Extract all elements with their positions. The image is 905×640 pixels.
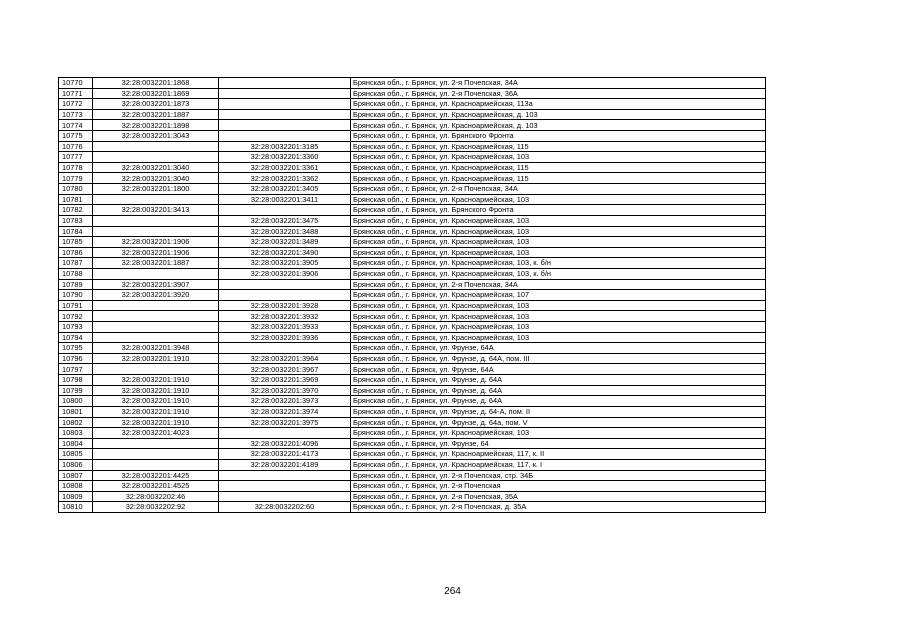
address-cell: Брянская обл., г. Брянск, ул. Фрунзе, д. 64-А, пом. II <box>351 406 766 417</box>
row-number-cell: 10790 <box>59 290 93 301</box>
address-cell: Брянская обл., г. Брянск, ул. Фрунзе, д. 64А <box>351 385 766 396</box>
address-cell: Брянская обл., г. Брянск, ул. Красноармейская, 103 <box>351 237 766 248</box>
related-cadastral-number-cell <box>219 481 351 492</box>
row-number-cell: 10778 <box>59 162 93 173</box>
row-number-cell: 10795 <box>59 343 93 354</box>
address-cell: Брянская обл., г. Брянск, ул. Красноармейская, д. 103 <box>351 120 766 131</box>
related-cadastral-number-cell: 32:28:0032201:3360 <box>219 152 351 163</box>
row-number-cell: 10775 <box>59 131 93 142</box>
cadastral-number-cell: 32:28:0032201:1868 <box>93 78 219 89</box>
cadastral-number-cell: 32:28:0032201:1800 <box>93 184 219 195</box>
cadastral-number-cell: 32:28:0032201:1873 <box>93 99 219 110</box>
address-cell: Брянская обл., г. Брянск, ул. Красноармейская, 103 <box>351 152 766 163</box>
cadastral-number-cell <box>93 332 219 343</box>
table-row <box>59 470 766 481</box>
row-number-cell: 10784 <box>59 226 93 237</box>
cadastral-number-cell: 32:28:0032201:3040 <box>93 173 219 184</box>
row-number-cell: 10781 <box>59 194 93 205</box>
related-cadastral-number-cell: 32:28:0032201:3362 <box>219 173 351 184</box>
row-number-cell: 10798 <box>59 375 93 386</box>
row-number-cell: 10782 <box>59 205 93 216</box>
table-row <box>59 322 766 333</box>
row-number-cell: 10793 <box>59 322 93 333</box>
cadastral-number-cell <box>93 322 219 333</box>
related-cadastral-number-cell: 32:28:0032201:3974 <box>219 406 351 417</box>
address-cell: Брянская обл., г. Брянск, ул. Красноармейская, 103 <box>351 226 766 237</box>
cadastral-number-cell: 32:28:0032202:46 <box>93 491 219 502</box>
table-row <box>59 131 766 142</box>
related-cadastral-number-cell: 32:28:0032201:3488 <box>219 226 351 237</box>
table-row <box>59 258 766 269</box>
table-row <box>59 406 766 417</box>
cadastral-number-cell: 32:28:0032201:1898 <box>93 120 219 131</box>
row-number-cell: 10799 <box>59 385 93 396</box>
related-cadastral-number-cell <box>219 343 351 354</box>
related-cadastral-number-cell: 32:28:0032201:3361 <box>219 162 351 173</box>
cadastral-number-cell: 32:28:0032201:1910 <box>93 385 219 396</box>
address-cell: Брянская обл., г. Брянск, ул. Красноармейская, 103 <box>351 194 766 205</box>
row-number-cell: 10776 <box>59 141 93 152</box>
table-row <box>59 438 766 449</box>
table-row <box>59 290 766 301</box>
table-row <box>59 205 766 216</box>
cadastral-number-cell: 32:28:0032201:1910 <box>93 375 219 386</box>
cadastral-number-cell <box>93 311 219 322</box>
related-cadastral-number-cell: 32:28:0032201:3933 <box>219 322 351 333</box>
address-cell: Брянская обл., г. Брянск, ул. Красноармейская, 103 <box>351 332 766 343</box>
address-cell: Брянская обл., г. Брянск, ул. Красноармейская, 103 <box>351 311 766 322</box>
cadastral-number-cell: 32:28:0032201:1906 <box>93 247 219 258</box>
row-number-cell: 10785 <box>59 237 93 248</box>
cadastral-number-cell: 32:28:0032201:3413 <box>93 205 219 216</box>
related-cadastral-number-cell: 32:28:0032201:3490 <box>219 247 351 258</box>
cadastral-number-cell <box>93 226 219 237</box>
address-cell: Брянская обл., г. Брянск, ул. Фрунзе, д. 64А, пом. III <box>351 353 766 364</box>
table-row <box>59 99 766 110</box>
row-number-cell: 10772 <box>59 99 93 110</box>
row-number-cell: 10805 <box>59 449 93 460</box>
row-number-cell: 10792 <box>59 311 93 322</box>
table-row <box>59 237 766 248</box>
related-cadastral-number-cell: 32:28:0032201:4189 <box>219 459 351 470</box>
cadastral-number-cell <box>93 459 219 470</box>
table-row <box>59 385 766 396</box>
row-number-cell: 10803 <box>59 428 93 439</box>
row-number-cell: 10807 <box>59 470 93 481</box>
address-cell: Брянская обл., г. Брянск, ул. Красноармейская, 103, к. б/н <box>351 268 766 279</box>
table-row <box>59 449 766 460</box>
related-cadastral-number-cell <box>219 109 351 120</box>
table-row <box>59 184 766 195</box>
related-cadastral-number-cell: 32:28:0032201:3970 <box>219 385 351 396</box>
related-cadastral-number-cell: 32:28:0032201:3905 <box>219 258 351 269</box>
row-number-cell: 10797 <box>59 364 93 375</box>
cadastral-number-cell: 32:28:0032201:1910 <box>93 417 219 428</box>
cadastral-number-cell: 32:28:0032201:1887 <box>93 109 219 120</box>
cadastral-number-cell: 32:28:0032201:1910 <box>93 396 219 407</box>
row-number-cell: 10788 <box>59 268 93 279</box>
row-number-cell: 10796 <box>59 353 93 364</box>
related-cadastral-number-cell <box>219 78 351 89</box>
table-row <box>59 353 766 364</box>
cadastral-number-cell <box>93 268 219 279</box>
table-row <box>59 459 766 470</box>
related-cadastral-number-cell <box>219 279 351 290</box>
related-cadastral-number-cell: 32:28:0032201:3185 <box>219 141 351 152</box>
table-row <box>59 268 766 279</box>
cadastral-number-cell <box>93 141 219 152</box>
table-row <box>59 343 766 354</box>
related-cadastral-number-cell: 32:28:0032201:3973 <box>219 396 351 407</box>
table-row <box>59 481 766 492</box>
table-row <box>59 109 766 120</box>
address-cell: Брянская обл., г. Брянск, ул. 2-я Почепская, 34А <box>351 184 766 195</box>
row-number-cell: 10780 <box>59 184 93 195</box>
row-number-cell: 10779 <box>59 173 93 184</box>
cadastral-number-cell: 32:28:0032201:3040 <box>93 162 219 173</box>
cadastral-number-cell <box>93 152 219 163</box>
cadastral-number-cell <box>93 215 219 226</box>
property-table <box>58 77 766 513</box>
table-row <box>59 300 766 311</box>
row-number-cell: 10789 <box>59 279 93 290</box>
cadastral-number-cell: 32:28:0032201:3948 <box>93 343 219 354</box>
related-cadastral-number-cell <box>219 131 351 142</box>
related-cadastral-number-cell: 32:28:0032201:3964 <box>219 353 351 364</box>
related-cadastral-number-cell: 32:28:0032201:3969 <box>219 375 351 386</box>
cadastral-number-cell: 32:28:0032201:4425 <box>93 470 219 481</box>
address-cell: Брянская обл., г. Брянск, ул. Фрунзе, 64А <box>351 343 766 354</box>
related-cadastral-number-cell: 32:28:0032201:3928 <box>219 300 351 311</box>
row-number-cell: 10809 <box>59 491 93 502</box>
address-cell: Брянская обл., г. Брянск, ул. Красноармейская, 113а <box>351 99 766 110</box>
table-row <box>59 364 766 375</box>
related-cadastral-number-cell <box>219 120 351 131</box>
table-row <box>59 332 766 343</box>
related-cadastral-number-cell: 32:28:0032202:60 <box>219 502 351 513</box>
table-row <box>59 375 766 386</box>
related-cadastral-number-cell <box>219 428 351 439</box>
related-cadastral-number-cell: 32:28:0032201:3411 <box>219 194 351 205</box>
related-cadastral-number-cell <box>219 205 351 216</box>
cadastral-number-cell <box>93 194 219 205</box>
row-number-cell: 10801 <box>59 406 93 417</box>
table-row <box>59 491 766 502</box>
cadastral-number-cell <box>93 449 219 460</box>
cadastral-number-cell: 32:28:0032201:3043 <box>93 131 219 142</box>
related-cadastral-number-cell: 32:28:0032201:3475 <box>219 215 351 226</box>
row-number-cell: 10783 <box>59 215 93 226</box>
address-cell: Брянская обл., г. Брянск, ул. 2-я Почепская, 36А <box>351 88 766 99</box>
address-cell: Брянская обл., г. Брянск, ул. Красноармейская, 103 <box>351 215 766 226</box>
row-number-cell: 10806 <box>59 459 93 470</box>
address-cell: Брянская обл., г. Брянск, ул. Красноармейская, 107 <box>351 290 766 301</box>
address-cell: Брянская обл., г. Брянск, ул. Красноармейская, 103 <box>351 428 766 439</box>
address-cell: Брянская обл., г. Брянск, ул. 2-я Почепская, 34А <box>351 279 766 290</box>
related-cadastral-number-cell: 32:28:0032201:3906 <box>219 268 351 279</box>
cadastral-number-cell: 32:28:0032201:1910 <box>93 406 219 417</box>
address-cell: Брянская обл., г. Брянск, ул. Красноармейская, 103, к. б/н <box>351 258 766 269</box>
related-cadastral-number-cell <box>219 491 351 502</box>
related-cadastral-number-cell <box>219 470 351 481</box>
related-cadastral-number-cell: 32:28:0032201:3975 <box>219 417 351 428</box>
cadastral-number-cell: 32:28:0032201:1906 <box>93 237 219 248</box>
related-cadastral-number-cell: 32:28:0032201:3405 <box>219 184 351 195</box>
address-cell: Брянская обл., г. Брянск, ул. Фрунзе, д. 64а, пом. V <box>351 417 766 428</box>
table-row <box>59 194 766 205</box>
related-cadastral-number-cell <box>219 88 351 99</box>
address-cell: Брянская обл., г. Брянск, ул. Красноармейская, 115 <box>351 141 766 152</box>
address-cell: Брянская обл., г. Брянск, ул. Красноармейская, 103 <box>351 300 766 311</box>
address-cell: Брянская обл., г. Брянск, ул. Фрунзе, д. 64А <box>351 396 766 407</box>
related-cadastral-number-cell: 32:28:0032201:3932 <box>219 311 351 322</box>
address-cell: Брянская обл., г. Брянск, ул. 2-я Почепская, д. 35А <box>351 502 766 513</box>
related-cadastral-number-cell: 32:28:0032201:3967 <box>219 364 351 375</box>
table-row <box>59 141 766 152</box>
row-number-cell: 10804 <box>59 438 93 449</box>
cadastral-number-cell: 32:28:0032202:92 <box>93 502 219 513</box>
row-number-cell: 10773 <box>59 109 93 120</box>
cadastral-number-cell <box>93 438 219 449</box>
cadastral-number-cell: 32:28:0032201:4525 <box>93 481 219 492</box>
property-table-body <box>59 78 766 513</box>
row-number-cell: 10771 <box>59 88 93 99</box>
table-row <box>59 396 766 407</box>
table-row <box>59 428 766 439</box>
table-row <box>59 279 766 290</box>
address-cell: Брянская обл., г. Брянск, ул. Красноармейская, 115 <box>351 173 766 184</box>
address-cell: Брянская обл., г. Брянск, ул. Брянского Фронта <box>351 131 766 142</box>
table-row <box>59 88 766 99</box>
related-cadastral-number-cell <box>219 290 351 301</box>
related-cadastral-number-cell <box>219 99 351 110</box>
cadastral-number-cell: 32:28:0032201:1910 <box>93 353 219 364</box>
address-cell: Брянская обл., г. Брянск, ул. 2-я Почепская, стр. 34Б <box>351 470 766 481</box>
related-cadastral-number-cell: 32:28:0032201:3936 <box>219 332 351 343</box>
cadastral-number-cell: 32:28:0032201:3907 <box>93 279 219 290</box>
row-number-cell: 10791 <box>59 300 93 311</box>
row-number-cell: 10810 <box>59 502 93 513</box>
row-number-cell: 10808 <box>59 481 93 492</box>
address-cell: Брянская обл., г. Брянск, ул. Красноармейская, 117, к. I <box>351 459 766 470</box>
table-row <box>59 417 766 428</box>
row-number-cell: 10770 <box>59 78 93 89</box>
cadastral-number-cell <box>93 364 219 375</box>
page-number: 264 <box>444 586 461 597</box>
address-cell: Брянская обл., г. Брянск, ул. Красноармейская, 103 <box>351 247 766 258</box>
address-cell: Брянская обл., г. Брянск, ул. 2-я Почепская <box>351 481 766 492</box>
table-row <box>59 311 766 322</box>
address-cell: Брянская обл., г. Брянск, ул. Брянского Фронта <box>351 205 766 216</box>
row-number-cell: 10787 <box>59 258 93 269</box>
table-row <box>59 173 766 184</box>
table-row <box>59 226 766 237</box>
row-number-cell: 10794 <box>59 332 93 343</box>
address-cell: Брянская обл., г. Брянск, ул. Фрунзе, 64А <box>351 364 766 375</box>
table-row <box>59 120 766 131</box>
table-row <box>59 162 766 173</box>
address-cell: Брянская обл., г. Брянск, ул. Красноармейская, 117, к. II <box>351 449 766 460</box>
cadastral-number-cell: 32:28:0032201:1887 <box>93 258 219 269</box>
related-cadastral-number-cell: 32:28:0032201:4096 <box>219 438 351 449</box>
address-cell: Брянская обл., г. Брянск, ул. 2-я Почепская, 35А <box>351 491 766 502</box>
row-number-cell: 10774 <box>59 120 93 131</box>
related-cadastral-number-cell: 32:28:0032201:4173 <box>219 449 351 460</box>
address-cell: Брянская обл., г. Брянск, ул. 2-я Почепская, 34А <box>351 78 766 89</box>
table-row <box>59 78 766 89</box>
table-row <box>59 247 766 258</box>
table-row <box>59 215 766 226</box>
table-row <box>59 152 766 163</box>
cadastral-number-cell: 32:28:0032201:1869 <box>93 88 219 99</box>
address-cell: Брянская обл., г. Брянск, ул. Фрунзе, д. 64А <box>351 375 766 386</box>
cadastral-number-cell: 32:28:0032201:4023 <box>93 428 219 439</box>
table-row <box>59 502 766 513</box>
row-number-cell: 10786 <box>59 247 93 258</box>
row-number-cell: 10800 <box>59 396 93 407</box>
row-number-cell: 10777 <box>59 152 93 163</box>
cadastral-number-cell <box>93 300 219 311</box>
row-number-cell: 10802 <box>59 417 93 428</box>
cadastral-number-cell: 32:28:0032201:3920 <box>93 290 219 301</box>
address-cell: Брянская обл., г. Брянск, ул. Красноармейская, 115 <box>351 162 766 173</box>
address-cell: Брянская обл., г. Брянск, ул. Красноармейская, 103 <box>351 322 766 333</box>
address-cell: Брянская обл., г. Брянск, ул. Красноармейская, д. 103 <box>351 109 766 120</box>
address-cell: Брянская обл., г. Брянск, ул. Фрунзе, 64 <box>351 438 766 449</box>
related-cadastral-number-cell: 32:28:0032201:3489 <box>219 237 351 248</box>
